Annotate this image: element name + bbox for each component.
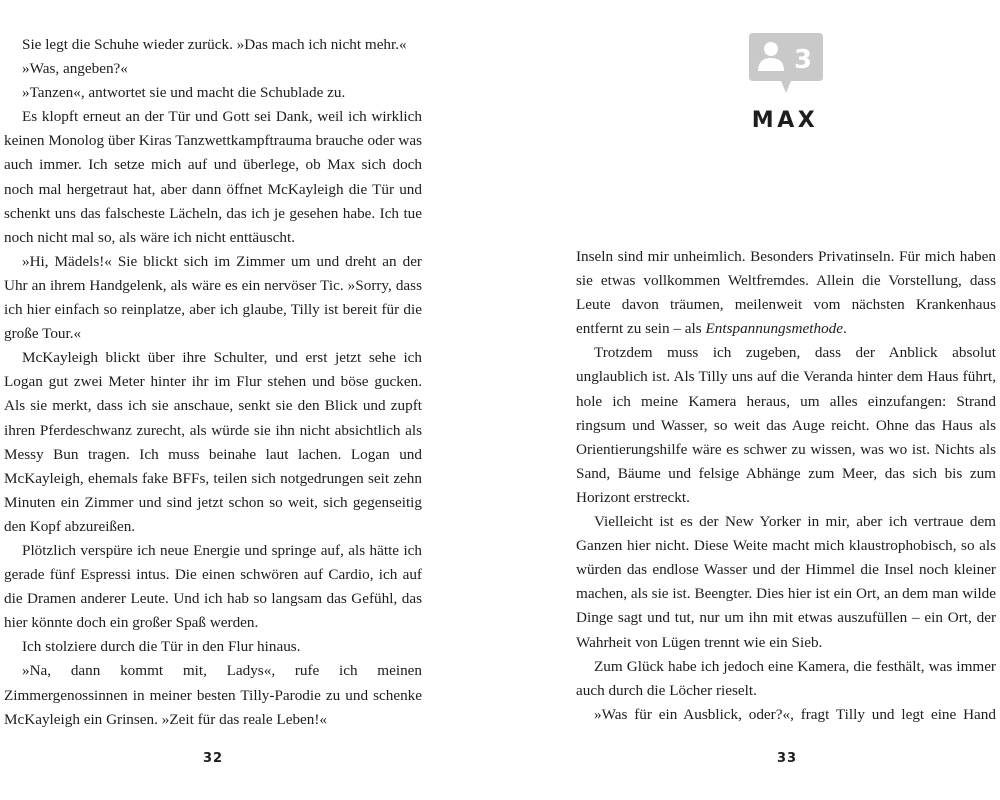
paragraph: Sie legt die Schuhe wieder zurück. »Das mach ich nicht mehr.«	[22, 36, 407, 53]
paragraph: »Was für ein Ausblick, oder?«, fragt Tilly und legt eine Hand	[594, 705, 996, 723]
user-count-speech-bubble-icon	[749, 33, 823, 95]
right-page	[500, 0, 1000, 800]
paragraph: Plötzlich verspüre ich neue Energie und springe auf, als hätte ich gerade fünf Espressi intus. Die einen schwören auf Cardio, ich auf die Dramen anderer Leute. Und ich hab so langsam das Gefühl, das hier könnte doch ein großer Spaß werden.	[4, 541, 422, 632]
paragraph: »Was, angeben?«	[22, 60, 128, 78]
paragraph: Es klopft erneut an der Tür und Gott sei Dank, weil ich wirklich keinen Monolog über Kiras Tanzwettkampftrauma brauche oder was auch immer. Ich setze mich auf und überlege, ob Max sich doch noch mal hergetraut hat, aber dann öffnet McKayleigh die Tür und schenkt uns das falscheste Lächeln, das ich je gesehen habe. Ich tue noch nicht mal so, als wäre ich nicht enttäuscht.	[4, 108, 422, 246]
page-number: 33	[777, 751, 798, 766]
paragraph: Ich stolziere durch die Tür in den Flur hinaus.	[22, 638, 301, 656]
page-number: 32	[203, 751, 224, 766]
paragraph: »Na, dann kommt mit, Ladys«, rufe ich meinen Zimmergenossinnen in meiner besten Tilly-Parodie zu und schenke McKayleigh ein Grinsen. »Zeit für das reale Leben!«	[4, 662, 422, 728]
paragraph: McKayleigh blickt über ihre Schulter, und erst jetzt sehe ich Logan gut zwei Meter hinter ihr im Flur stehen und böse gucken. Als sie merkt, dass ich sie anschaue, senkt sie den Blick und zupft ihren Pferdeschwanz zurecht, als würde sie ihn nicht absichtlich als Messy Bun tragen. Ich muss beinahe laut lachen. Logan und McKayleigh, ehemals fake BFFs, teilen sich notgedrungen seit zehn Minuten ein Zimmer und sind jetzt schon so weit, sich gegenseitig den Kopf abzureißen.	[4, 349, 422, 535]
chapter-title: MAX	[751, 108, 819, 133]
paragraph: »Tanzen«, antwortet sie und macht die Schublade zu.	[22, 84, 346, 102]
right-page-text	[576, 245, 996, 727]
paragraph: Trotzdem muss ich zugeben, dass der Anblick absolut unglaublich ist. Als Tilly uns auf die Veranda hinter dem Haus führt, hole ich meine Kamera heraus, um alles einzufangen: Strand ringsum und Wasser, so weit das Auge reicht. Ohne das Haus als Orientierungshilfe wäre es schwer zu wissen, was wo ist. Nichts als Sand, Bäume und felsige Abhänge zum Meer, das sich bis zum Horizont erstreckt.	[576, 344, 996, 506]
chapter-number: 3	[793, 45, 813, 75]
paragraph: »Hi, Mädels!« Sie blickt sich im Zimmer um und dreht an der Uhr an ihrem Handgelenk, als wäre es ein nervöser Tic. »Sorry, dass ich hier einfach so reinplatze, aber ich glaube, Tilly ist bereit für die große Tour.«	[4, 252, 422, 343]
left-page-text	[4, 33, 422, 732]
italic-phrase: Entspannungsmethode	[705, 320, 844, 338]
paragraph: Vielleicht ist es der New Yorker in mir, aber ich vertraue dem Ganzen hier nicht. Diese Weite macht mich klaustrophobisch, so als würden das endlose Wasser und der Himmel die Insel noch kleiner machen, als sie ist. Beengter. Dies hier ist ein Ort, an dem man wilde Dinge sagt und tut, nur um ihn mit etwas auszufüllen – ein Ort, der Wahrheit von Lügen trennt wie ein Sieb.	[576, 513, 996, 651]
paragraph: Inseln sind mir unheimlich. Besonders Privatinseln. Für mich haben sie etwas vollkommen Weltfremdes. Allein die Vorstellung, dass Leute davon träumen, meilenweit vom nächsten Krankenhaus entfernt zu sein – als Entspannungsmethode.	[576, 248, 996, 338]
paragraph: Zum Glück habe ich jedoch eine Kamera, die festhält, was immer auch durch die Löcher rieselt.	[576, 657, 996, 699]
